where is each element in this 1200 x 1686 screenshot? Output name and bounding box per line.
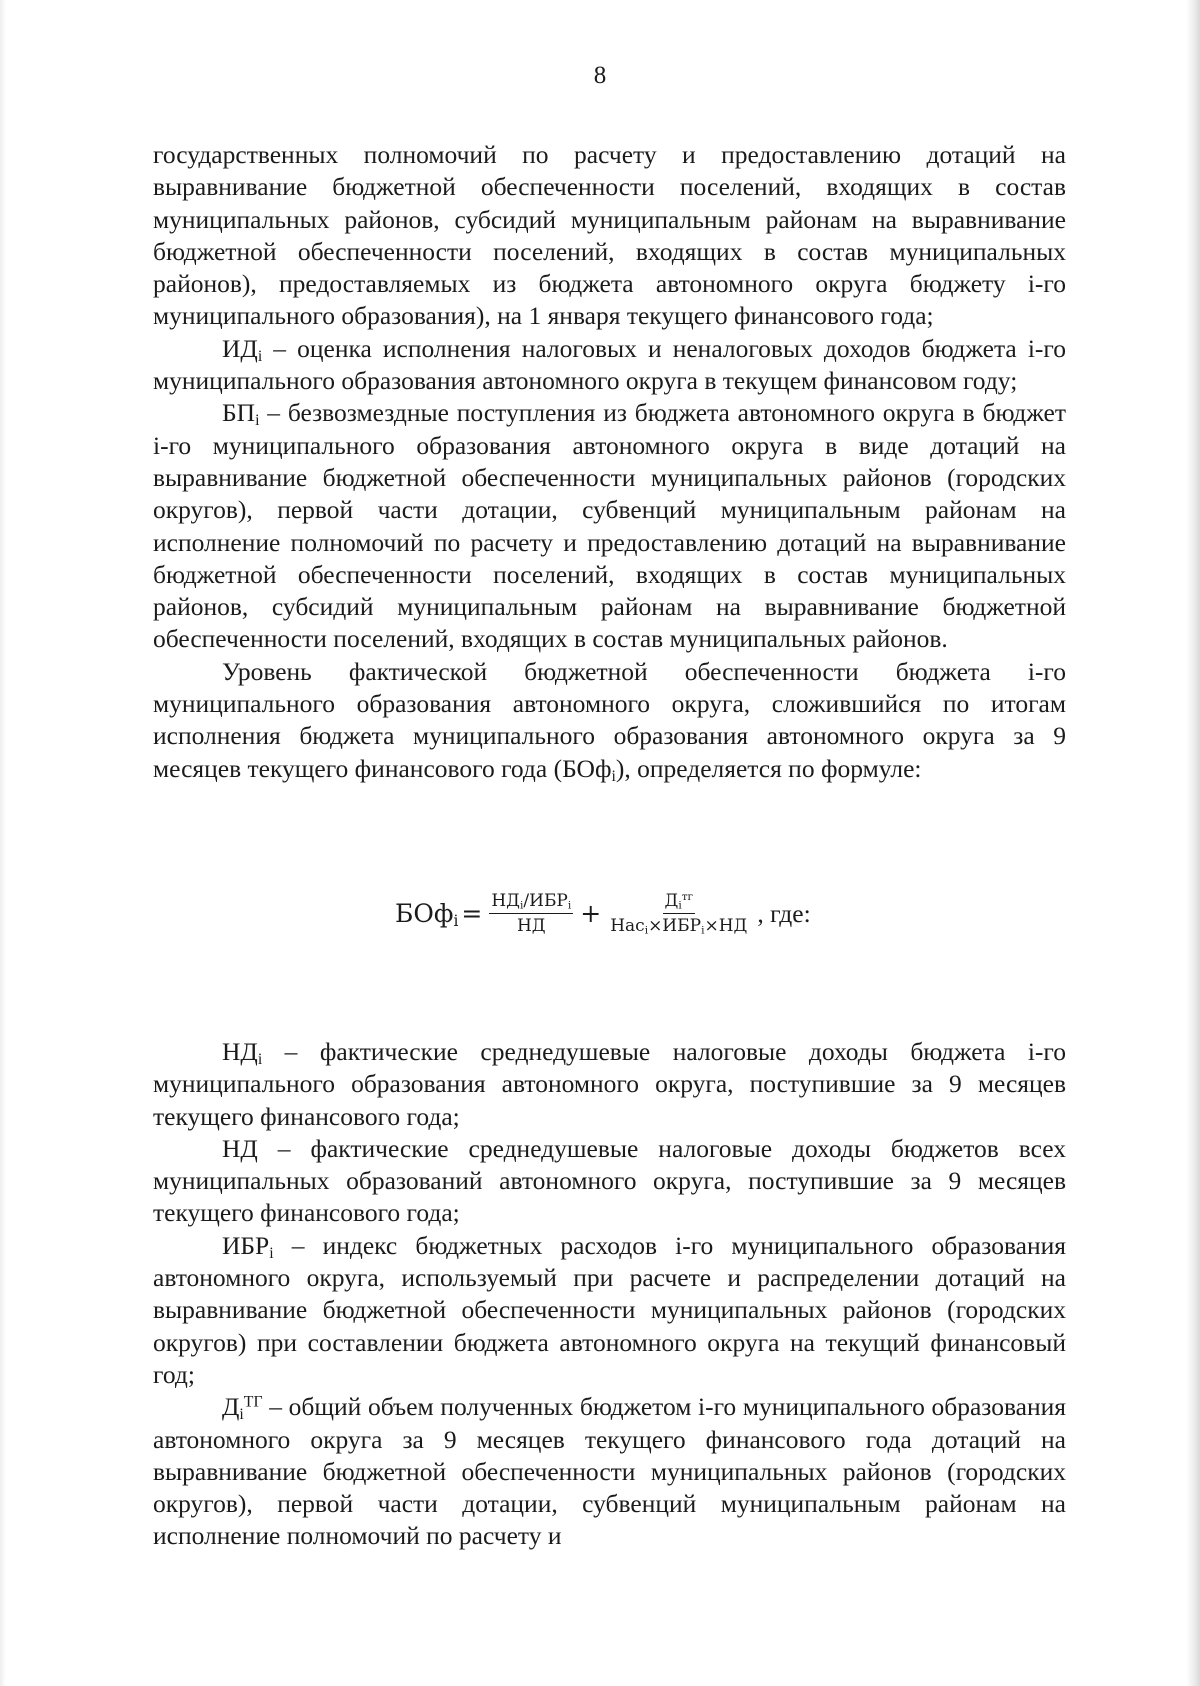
fraction-1-denominator: НД (516, 916, 546, 936)
term-subscript: i (257, 347, 263, 365)
formula-equals: = (461, 899, 483, 928)
term: НД (222, 1133, 258, 1163)
formula (395, 890, 811, 937)
term-subscript: i (255, 412, 260, 430)
term: ИД (222, 333, 258, 363)
paragraph-definition-ndi: $НД_i$ – фактические среднедушевые налоговые доходы бюджета i-го муниципального образования автономного округа, поступившие за 9 месяцев текущего финансового года; (153, 1037, 1066, 1131)
fraction-2-numerator: $Д_i^{тг}$ (663, 890, 696, 914)
term-superscript: ТГ (243, 1393, 263, 1411)
term-subscript: i (239, 1406, 244, 1424)
formula-fraction-1 (489, 890, 573, 937)
term-subscript: i (269, 1244, 274, 1262)
term: Д (222, 1392, 240, 1422)
paragraph-definition-id: $ИД_i$ – оценка исполнения налоговых и неналоговых доходов бюджета i-го муниципального образования автономного округа в текущем финансовом году; (153, 333, 1066, 396)
fraction-1-numerator: $НД_i/ИБР_i$ (489, 890, 573, 914)
fraction-2-denominator: $Нас_i\times ИБР_i\times НД$ (610, 916, 748, 937)
text-block-top (153, 139, 1066, 785)
paragraph-continuation: государственных полномочий по расчету и предоставлению дотаций на выравнивание бюджетной обеспеченности поселений, входящих в состав муниципальных районов, субсидий муниципальным районам на выравнивание бюджетной обеспеченности поселений, входящих в состав муниципальных районов), предоставляемых из бюджета автономного округа бюджету i-го муниципального образования), на 1 января текущего финансового года; (153, 140, 1066, 331)
term-subscript: i (257, 1050, 263, 1068)
paragraph-definition-nd: НД – фактические среднедушевые налоговые доходы бюджетов всех муниципальных образований автономного округа, поступившие за 9 месяцев текущего финансового года; (153, 1133, 1066, 1228)
paragraph-definition-dtg: $Д_i^{ТГ}$ – общий объем полученных бюджетом i-го муниципального образования автономного округа за 9 месяцев текущего финансового года дотаций на выравнивание бюджетной обеспеченности муниципальных районов (городских округов), первой части дотации, субвенций муниципальным районам на исполнение полномочий по расчету и (153, 1392, 1066, 1551)
scan-right-edge (1186, 0, 1200, 1686)
paragraph-formula-intro: Уровень фактической бюджетной обеспеченности бюджета i-го муниципального образования автономного округа, сложившийся по итогам исполнения бюджета муниципального образования автономного округа за 9 месяцев текущего финансового года (БОф$_i$), определяется по формуле: (153, 656, 1066, 785)
text-block-bottom (153, 1036, 1066, 1553)
formula-fraction-2 (608, 890, 749, 937)
formula-plus: + (580, 899, 602, 928)
formula-lhs: БОф$_i$ (395, 899, 459, 930)
term-subscript: i (611, 767, 616, 785)
page-number: 8 (593, 62, 607, 89)
paragraph-definition-bp: $БП_i$ – безвозмездные поступления из бюджета автономного округа в бюджет i-го муниципального образования автономного округа в виде дотаций на выравнивание бюджетной обеспеченности муниципальных районов (городских округов), первой части дотации, субвенций муниципальным районам на исполнение полномочий по расчету и предоставлению дотаций на выравнивание бюджетной обеспеченности поселений, входящих в состав муниципальных районов, субсидий муниципальным районам на выравнивание бюджетной обеспеченности поселений, входящих в состав муниципальных районов. (153, 398, 1066, 654)
scan-left-edge (0, 0, 6, 1686)
term: ИБР (222, 1230, 270, 1260)
paragraph-definition-ibr: $ИБР_i$ – индекс бюджетных расходов i-го муниципального образования автономного округа, используемый при расчете и распределении дотаций на выравнивание бюджетной обеспеченности муниципальных районов (городских округов) при составлении бюджета автономного округа на текущий финансовый год; (153, 1230, 1066, 1389)
term: БП (222, 398, 256, 428)
formula-tail: , где: (757, 898, 811, 928)
term: НД (222, 1037, 258, 1066)
